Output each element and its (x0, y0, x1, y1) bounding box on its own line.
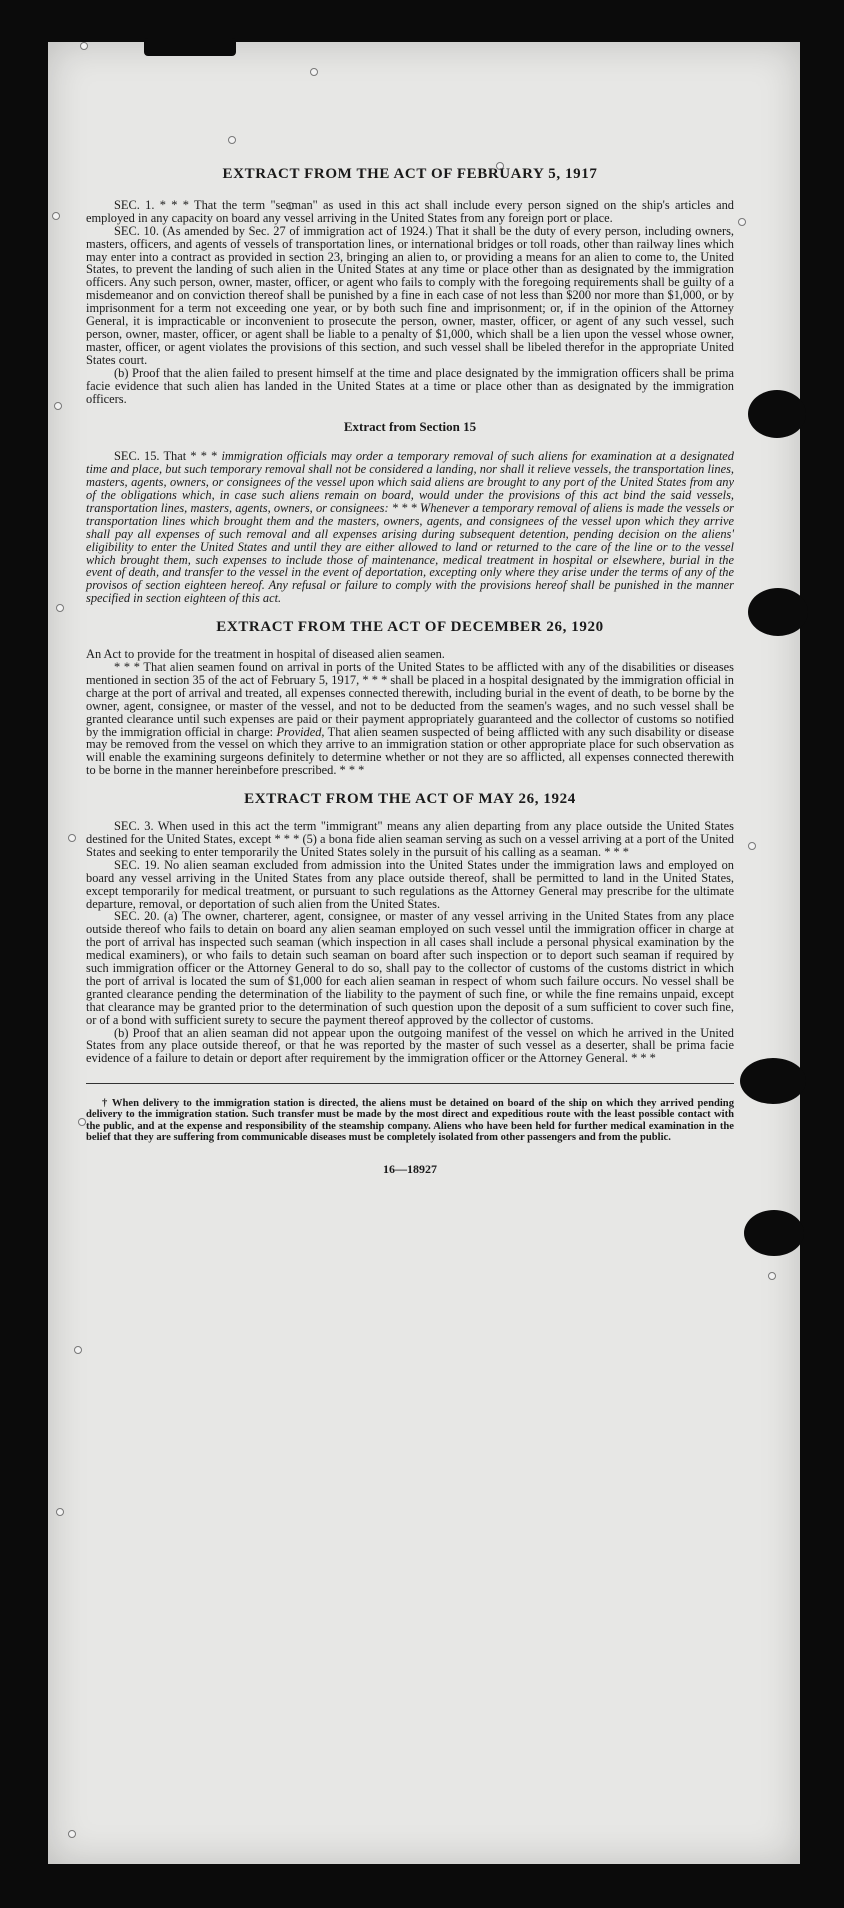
punch-hole (52, 212, 60, 220)
act-1920-provided: Provided, (276, 724, 325, 739)
ink-blot (744, 1210, 804, 1256)
punch-hole (54, 402, 62, 410)
section-15-italic: immigration officials may order a temporary removal of such aliens for examination at a designated time and place, but such temporary removal shall not be considered a landing, nor shall it relieve vessels, the transportation lines, masters, agents, owners, or consignees of the vessel upon which said aliens are brought to any port of the United States from any of the obligations which, in case such aliens remain on board, would under the provisions of this act bind the said vessels, transportation lines, masters, agents, owners, or consignees: * * * Whenever a temporary removal of aliens is made the vessels or transportation lines which brought them and the masters, owners, agents, and consignees of the vessel upon which they arrive shall pay all expenses of such removal and all expenses arising during subsequent detention, pending decision on the aliens' eligibility to enter the United States and until they are either allowed to land or returned to the care of the line or to the vessel which brought them, such expenses to include those of maintenance, medical treatment in hospital or elsewhere, burial in the event of death, and transfer to the vessel in the event of deportation, excepting only where they arise under the terms of any of the provisos of section eighteen hereof. Any refusal or failure to comply with the provisions hereof shall be punished in the manner specified in section eighteen of this act. (86, 449, 734, 606)
ink-blot (740, 1058, 806, 1104)
ink-blot (748, 588, 808, 636)
section-20a: SEC. 20. (a) The owner, charterer, agent, consignee, or master of any vessel arriving in the United States from any place outside thereof who fails to detain on board any alien seaman employed on such vessel until the immigration officer in charge at the port of arrival has inspected such seaman (which inspection in all cases shall include a personal physical examination by the medical examiners), or who fails to detain such seaman on board after such inspection or to deport such seaman if required by such immigration officer or the Attorney General to do so, shall pay to the collector of customs of the customs district in which the port of arrival is located the sum of $1,000 for each alien seaman in respect of whom such failure occurs. No vessel shall be granted clearance pending the determination of the liability to the payment of such fine, or while the fine remains unpaid, except that clearance may be granted prior to the determination of such question upon the deposit of a sum sufficient to cover such fine, or of a bond with sufficient surety to secure the payment thereof approved by the collector of customs. (86, 909, 734, 1027)
punch-hole (228, 136, 236, 144)
act-1920-title: An Act to provide for the treatment in hospital of diseased alien seamen. (86, 647, 445, 662)
page-number: 16—18927 (383, 1162, 437, 1177)
section-15-lead: SEC. 15. That * * * (114, 449, 222, 464)
section-15 (86, 450, 734, 605)
punch-hole (748, 842, 756, 850)
punch-hole (310, 68, 318, 76)
section-20b: (b) Proof that an alien seaman did not appear upon the outgoing manifest of the vessel on which he arrived in the United States from any place outside thereof, or that he was reported by the master of such vessel as a deserter, shall be prima facie evidence of a failure to detain or deport after requirement by the immigration officer or the Attorney General. * * * (86, 1025, 734, 1066)
section-1: SEC. 1. * * * That the term "seaman" as used in this act shall include every person signed on the ship's articles and employed in any capacity on board any vessel arriving in the United States from any foreign port or place. (86, 197, 734, 225)
ink-blot (144, 38, 236, 56)
footnote-text: † When delivery to the immigration station is directed, the aliens must be detained on board of the ship on which they arrived pending delivery to the immigration station. Such transfer must be made by the most direct and expeditious route with the least possible contact with the public, and at the expense and responsibility of the steamship company. Aliens who have been held for further medical examination in the belief that they are suffering from communicable diseases must be completely isolated from other passengers and from the public. (86, 1098, 734, 1143)
punch-hole (56, 604, 64, 612)
act-1920-body (86, 661, 734, 777)
act-1920-body-1: * * * That alien seamen found on arrival in ports of the United States to be afflicted with any of the disabilities or diseases mentioned in section 35 of the act of February 5, 1917, * * * shall be placed in a hospital designated by the immigration official in charge at the port of arrival and treated, all expenses connected therewith, including burial in the event of death, to be borne by the owner, agent, consignee, or master of the vessel, and not to be deducted from the seamen's wages, and no such vessel shall be granted clearance until such expenses are paid or their payment appropriately guaranteed and the collector of customs so notified by the immigration official in charge: (86, 660, 734, 739)
section-10: SEC. 10. (As amended by Sec. 27 of immigration act of 1924.) That it shall be the duty of every person, including owners, masters, officers, and agents of vessels of transportation lines, or international bridges or toll roads, other than railway lines which may enter into a contract as provided in section 23, bringing an alien to, or providing a means for an alien to come to, the United States, to prevent the landing of such alien in the United States at any time or place other than as designated by the immigration officers. Any such person, owner, master, officer, or agent who fails to comply with the foregoing requirements shall be guilty of a misdemeanor and on conviction thereof shall be punished by a fine in each case of not less than $200 nor more than $1,000, or by imprisonment for a term not exceeding one year, or by both such fine and imprisonment; or, if in the opinion of the Attorney General, it is impracticable or inconvenient to prosecute the person, owner, master, officer, or agent of any such vessel, such person, owner, master, officer, or agent shall be liable to a penalty of $1,000, which shall be a lien upon the vessel whose owner, master, officer, or agent violates the provisions of this section, and such vessel shall be libeled therefor in the appropriate United States court. (86, 223, 734, 367)
heading-act-1924: EXTRACT FROM THE ACT OF MAY 26, 1924 (244, 791, 576, 808)
punch-hole (68, 834, 76, 842)
punch-hole (68, 1830, 76, 1838)
section-10b: (b) Proof that the alien failed to present himself at the time and place designated by the immigration officers shall be prima facie evidence that such alien has landed in the United States at a time or place other than as designated by the immigration officers. (86, 365, 734, 406)
footnote (86, 1098, 734, 1143)
heading-act-1920: EXTRACT FROM THE ACT OF DECEMBER 26, 1920 (216, 619, 604, 636)
act-1920-body-2: That alien seamen suspected of being afflicted with any such disability or disease may be removed from the vessel on which they arrive to an immigration station or other appropriate place for such observation as will enable the examining surgeons definitely to determine whether or not they are so afflicted, all expenses connected therewith to be borne in the manner hereinbefore prescribed. * * * (86, 724, 734, 778)
punch-hole (74, 1346, 82, 1354)
document-text (86, 168, 734, 1176)
punch-hole (80, 42, 88, 50)
punch-hole (768, 1272, 776, 1280)
heading-section-15: Extract from Section 15 (343, 419, 477, 435)
section-3: SEC. 3. When used in this act the term "immigrant" means any alien departing from any place outside the United States destined for the United States, except * * * (5) a bona fide alien seaman serving as such on a vessel arriving at a port of the United States and seeking to enter temporarily the United States solely in the pursuit of his calling as a seaman. * * * (86, 819, 734, 859)
ink-blot (748, 390, 806, 438)
heading-act-1917: EXTRACT FROM THE ACT OF FEBRUARY 5, 1917 (222, 166, 598, 182)
punch-hole (78, 1118, 86, 1126)
punch-hole (56, 1508, 64, 1516)
punch-hole (738, 218, 746, 226)
footnote-divider (86, 1083, 734, 1084)
section-19: SEC. 19. No alien seaman excluded from admission into the United States under the immigration laws and employed on board any vessel arriving in the United States from any place outside thereof, shall be permitted to land in the United States, except temporarily for medical treatment, or pursuant to such regulations as the Attorney General may prescribe for the ultimate departure, removal, or deportation of such alien from the United States. (86, 857, 734, 911)
